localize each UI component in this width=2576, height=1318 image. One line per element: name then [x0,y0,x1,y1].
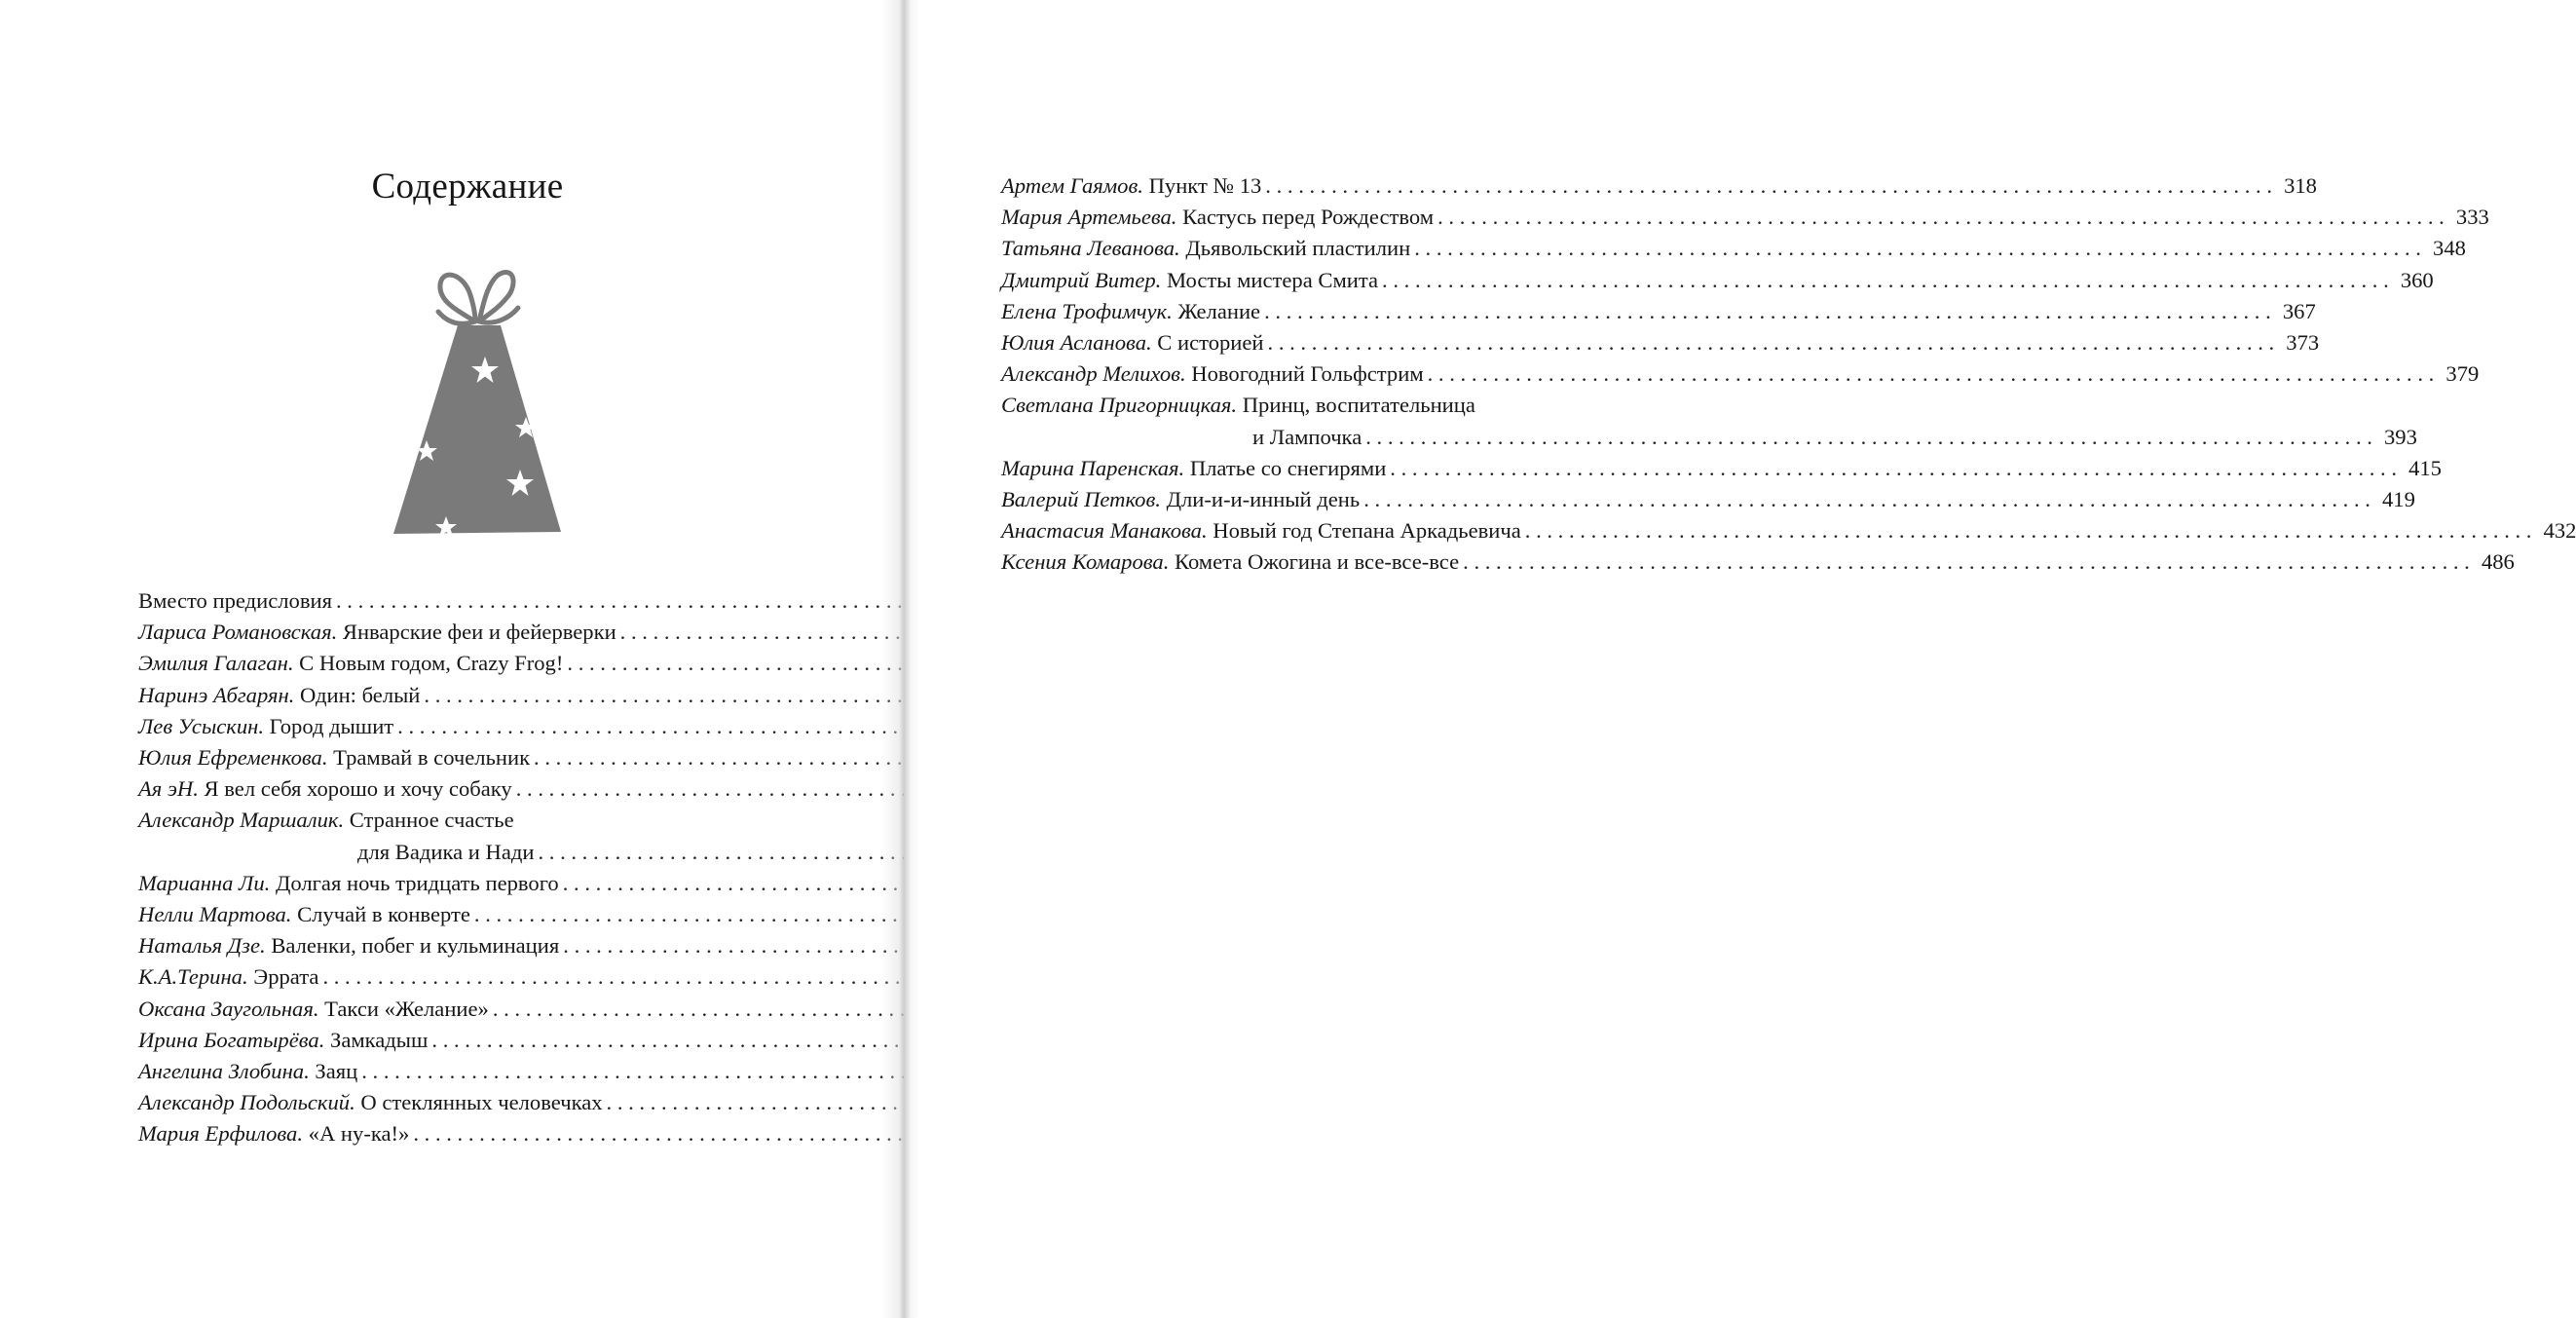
entry-author: Наринэ Абгарян. [138,682,295,707]
toc-entry[interactable] [1001,390,2417,452]
entry-title: Январские феи и фейерверки [342,620,616,645]
entry-title: Такси «Желание» [324,996,489,1021]
entry-author: Александр Мелихов. [1001,361,1186,387]
entry-author: Марина Паренская. [1001,455,1185,480]
toc-entry[interactable] [138,805,776,867]
entry-title: Заяц [315,1059,358,1084]
toc-entry[interactable] [138,899,776,930]
entry-author: Валерий Петков. [1001,487,1161,512]
entry-title: С Новым годом, Crazy Frog! [299,651,564,676]
entry-page: 360 [2400,267,2434,292]
toc-entry[interactable] [1001,202,2489,233]
toc-entry[interactable] [138,680,776,711]
entry-page: 486 [2481,549,2515,575]
dot-leader [1265,170,2272,202]
entry-title: О стеклянных человечках [360,1090,603,1115]
christmas-tree-gift-icon [380,255,575,528]
toc-entry[interactable] [138,617,776,648]
dot-leader [1525,515,2532,546]
entry-author: Нелли Мартова. [138,902,292,927]
toc-entry[interactable] [1001,546,2515,578]
entry-page: 333 [2455,205,2489,230]
toc-entry[interactable] [1001,358,2480,390]
entry-title: Дьявольский пластилин [1185,236,1411,261]
toc-entry[interactable] [1001,170,2317,202]
entry-author: К.А.Терина. [138,964,248,990]
entry-author: Светлана Пригорницкая. [1001,393,1238,418]
toc-entry[interactable] [138,868,776,899]
entry-title: Желание [1177,298,1261,323]
entry-author: Артем Гаямов. [1001,173,1143,198]
entry-author: Эмилия Галаган. [138,651,294,676]
entry-page: 393 [2384,424,2417,449]
entry-title: Один: белый [299,682,421,707]
entry-title: Мосты мистера Смита [1167,267,1379,292]
toc-entry[interactable] [138,773,776,805]
bow-left-loop [440,275,475,321]
entry-author: Елена Трофимчук. [1001,298,1173,323]
dot-leader [1463,546,2470,578]
contents-title: Содержание [371,167,564,207]
entry-title: Вместо предисловия [138,588,332,613]
toc-entry[interactable] [1001,296,2316,327]
entry-author: Татьяна Леванова. [1001,236,1180,261]
toc-entry[interactable] [138,1025,776,1056]
entry-title: Дли-и-и-инный день [1166,487,1361,512]
entry-author: Наталья Дзе. [138,933,266,959]
entry-author: Ая эН. [138,776,199,802]
entry-title: Новогодний Гольфстрим [1191,361,1424,387]
entry-author: Ксения Комарова. [1001,549,1170,575]
entry-title: Новый год Степана Аркадьевича [1213,518,1521,544]
toc-entry[interactable] [138,648,776,679]
toc-entry[interactable] [1001,233,2466,264]
entry-title: Эррата [253,964,319,990]
contents-list-left [138,585,776,1150]
entry-title: Странное счастье [349,808,514,833]
entry-author: Юлия Ефременкова. [138,745,328,771]
toc-entry[interactable] [138,711,776,742]
toc-entry[interactable] [1001,484,2415,515]
entry-title: Принц, воспитательница [1242,393,1475,418]
toc-entry[interactable] [138,585,776,617]
dot-leader [1268,327,2275,358]
entry-page: 348 [2433,236,2466,261]
toc-entry[interactable] [138,994,776,1025]
entry-author: Александр Маршалик. [138,808,345,833]
dot-leader [1264,296,2271,327]
entry-title: Пункт № 13 [1148,173,1262,198]
dot-leader [1437,202,2445,233]
entry-author: Юлия Асланова. [1001,330,1152,356]
toc-entry[interactable] [138,742,776,773]
entry-author: Дмитрий Витер. [1001,267,1162,292]
entry-author: Лев Усыскин. [138,713,265,738]
toc-entry[interactable] [138,1087,776,1118]
entry-title: Случай в конверте [297,902,470,927]
dot-leader [1382,265,2389,296]
toc-entry[interactable] [138,1118,776,1149]
toc-entry[interactable] [1001,453,2442,484]
entry-author: Ангелина Злобина. [138,1059,310,1084]
entry-title: «А ну-ка!» [308,1121,410,1147]
entry-author: Анастасия Манакова. [1001,518,1208,544]
entry-author: Оксана Заугольная. [138,996,319,1021]
entry-page: 318 [2284,173,2317,198]
entry-page: 367 [2282,298,2316,323]
entry-title: Кастусь перед Рождеством [1182,205,1435,230]
entry-title: Я вел себя хорошо и хочу собаку [204,776,512,802]
toc-entry[interactable] [138,930,776,961]
entry-title: С историей [1157,330,1264,356]
entry-page: 373 [2286,330,2320,356]
dot-leader [1414,233,2421,264]
toc-entry[interactable] [1001,327,2320,358]
entry-title-continued: для Вадика и Нади [357,839,535,864]
toc-entry[interactable] [1001,265,2434,296]
left-page [0,0,904,1318]
entry-title: Платье со снегирями [1189,455,1387,480]
entry-author: Ирина Богатырёва. [138,1027,325,1052]
entry-title: Город дышит [269,713,394,738]
tree-body [393,325,561,534]
entry-title: Долгая ночь тридцать первого [275,870,559,895]
entry-page: 419 [2382,487,2415,512]
entry-author: Мария Артемьева. [1001,205,1177,230]
entry-title: Валенки, побег и кульминация [271,933,560,959]
entry-page: 432 [2543,518,2576,544]
dot-leader [1363,484,2371,515]
entry-author: Александр Подольский. [138,1090,355,1115]
entry-author: Мария Ерфилова. [138,1121,304,1147]
contents-list-right [1001,170,2576,579]
toc-entry[interactable] [138,961,776,993]
entry-page: 415 [2408,455,2442,480]
toc-entry[interactable] [1001,515,2576,546]
entry-page: 379 [2445,361,2480,387]
entry-author: Лариса Романовская. [138,620,338,645]
entry-title: Комета Ожогина и все-все-все [1175,549,1460,575]
dot-leader [1365,422,2372,453]
entry-title: Замкадыш [330,1027,429,1052]
entry-title-continued: и Лампочка [1252,424,1363,449]
toc-entry[interactable] [138,1056,776,1087]
dot-leader [1390,453,2397,484]
entry-title: Трамвай в сочельник [333,745,531,771]
dot-leader [1428,358,2435,390]
entry-author: Марианна Ли. [138,870,271,895]
